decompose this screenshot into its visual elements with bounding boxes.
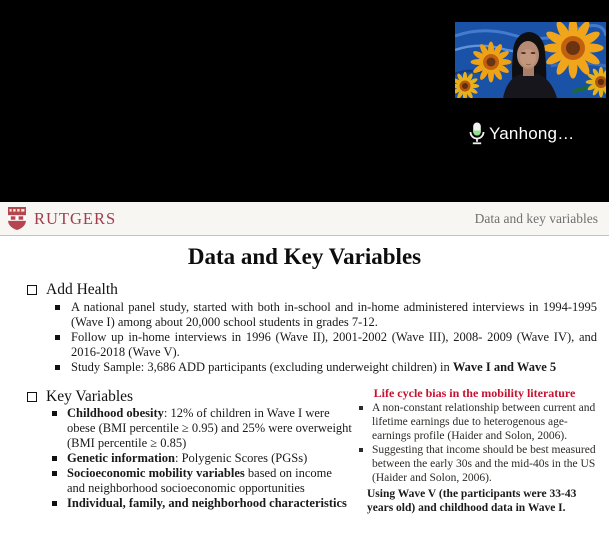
- participant-name: Yanhong…: [489, 124, 575, 143]
- literature-heading: Life cycle bias in the mobility literature: [373, 386, 576, 400]
- participant-name-tag: [467, 120, 574, 148]
- section-heading-label: Add Health: [46, 281, 118, 298]
- square-bullet-icon: [27, 392, 37, 402]
- slide-section-label: Data and key variables: [474, 210, 598, 226]
- list-item: Genetic information: Polygenic Scores (PGSs): [27, 451, 352, 466]
- bullet-icon: [52, 471, 57, 476]
- section-heading-label: Key Variables: [46, 388, 134, 405]
- list-item: Suggesting that income should be best measured between the early 30s and the mid-40s in the US (Haider and Solon, 2006).: [352, 443, 597, 485]
- literature-note: Using Wave V (the participants were 33-43 years old) and childhood data in Wave I.: [367, 488, 577, 514]
- participant-video-thumbnail[interactable]: [455, 22, 606, 98]
- literature-column: [352, 387, 597, 515]
- bullet-icon: [52, 501, 57, 506]
- list-item: Follow up in-home interviews in 1996 (Wave II), 2001-2002 (Wave III), 2008- 2009 (Wave IV), and 2016-2018 (Wave V).: [27, 330, 597, 360]
- bullet-icon: [359, 448, 363, 452]
- list-item: Individual, family, and neighborhood characteristics: [27, 496, 352, 511]
- key-variables-column: [27, 387, 352, 515]
- list-item: A national panel study, started with both in-school and in-home administered interviews in 1994-1995 (Wave I) among about 20,000 school students in grades 7-12.: [27, 300, 597, 330]
- bullet-icon: [52, 411, 57, 416]
- bullet-icon: [55, 335, 60, 340]
- two-column-area: [27, 387, 597, 515]
- slide-content: [0, 280, 609, 515]
- key-variables-bullets: [27, 406, 352, 511]
- rutgers-shield-icon: [7, 206, 27, 231]
- sunflower-webcam-scene: [455, 22, 606, 98]
- list-item: Childhood obesity: 12% of children in Wave I were obese (BMI percentile ≥ 0.95) and 25% were overweight (BMI percentile ≥ 0.85): [27, 406, 352, 451]
- bullet-icon: [55, 305, 60, 310]
- rutgers-logo: [7, 206, 116, 231]
- slide-header-bar: [0, 202, 609, 236]
- section-heading-key-variables: [27, 387, 352, 406]
- list-item: Study Sample: 3,686 ADD participants (excluding underweight children) in Wave I and Wave 5: [27, 360, 597, 375]
- rutgers-wordmark: RUTGERS: [34, 208, 117, 228]
- list-item: A non-constant relationship between current and lifetime earnings due to heterogenous age-earnings profile (Haider and Solon, 2006).: [352, 401, 597, 443]
- add-health-bullets: [27, 300, 597, 375]
- bullet-icon: [359, 406, 363, 410]
- shared-slide: [0, 202, 609, 542]
- bullet-icon: [55, 365, 60, 370]
- slide-title: Data and Key Variables: [187, 244, 422, 269]
- list-item: Socioeconomic mobility variables based on income and neighborhood socioeconomic opportunities: [27, 466, 352, 496]
- section-heading-add-health: [27, 280, 597, 299]
- square-bullet-icon: [27, 285, 37, 295]
- bullet-icon: [52, 456, 57, 461]
- microphone-icon: [467, 121, 487, 147]
